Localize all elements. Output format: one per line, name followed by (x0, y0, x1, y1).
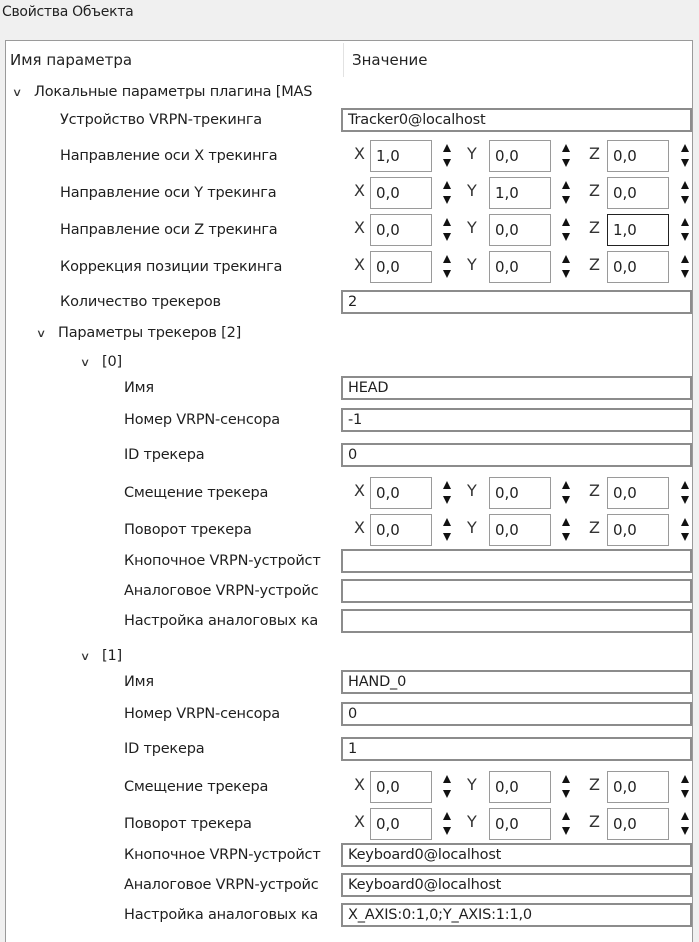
param-label-axis-x (60, 144, 277, 168)
param-label-device (60, 108, 262, 132)
tracker-0-label-id (124, 443, 204, 467)
axis-x-x-spinner[interactable] (443, 142, 453, 170)
tracker-0-label-button-dev-text: Кнопочное VRPN-устройст (124, 553, 321, 569)
tracker-0-row-offset (6, 481, 692, 505)
arrow-up-icon[interactable] (562, 775, 570, 783)
tracker-0-label-name-text: Имя (124, 380, 154, 396)
tracker-0-row-rotation (6, 518, 692, 542)
tracker-0-offset-z-input[interactable]: 0,0 (607, 477, 669, 509)
arrow-down-icon[interactable] (443, 159, 451, 167)
arrow-down-icon[interactable] (681, 533, 689, 541)
tracker-1-value-name[interactable]: HAND_0 (341, 670, 692, 694)
tracker-0-offset-x-spinner[interactable] (443, 479, 453, 507)
column-header-value[interactable]: Значение (352, 51, 428, 69)
tracker-0-row-sensor (6, 408, 692, 432)
tracker-1-label-id-text: ID трекера (124, 741, 205, 757)
axis-label-y: Y (467, 181, 477, 200)
tracker-0-label-id-text: ID трекера (124, 447, 205, 463)
tracker-0-label-sensor (124, 408, 280, 432)
chevron-down-icon[interactable]: ∨ (35, 327, 47, 340)
tracker-1-offset-y-spinner[interactable] (562, 773, 572, 801)
axis-z-y-input[interactable]: 0,0 (489, 214, 551, 246)
arrow-up-icon[interactable] (443, 518, 451, 526)
pos-corr-z-input[interactable]: 0,0 (607, 251, 669, 283)
arrow-up-icon[interactable] (681, 255, 689, 263)
axis-label-z: Z (589, 518, 600, 537)
tracker-0-value-sensor[interactable]: -1 (341, 408, 692, 432)
tracker-0-label-analog-dev (124, 579, 341, 603)
arrow-down-icon[interactable] (562, 790, 570, 798)
chevron-down-icon[interactable]: ∨ (79, 356, 91, 369)
tracker-0-label-name (124, 376, 154, 400)
axis-z-y-spinner[interactable] (562, 216, 572, 244)
tracker-1-label-offset-text: Смещение трекера (124, 779, 269, 795)
axis-y-x-input[interactable]: 0,0 (370, 177, 432, 209)
axis-x-z-spinner[interactable] (681, 142, 691, 170)
param-row-axis-y (6, 181, 692, 205)
arrow-up-icon[interactable] (681, 218, 689, 226)
arrow-up-icon[interactable] (681, 181, 689, 189)
arrow-up-icon[interactable] (562, 481, 570, 489)
pos-corr-z-spinner[interactable] (681, 253, 691, 281)
param-label-axis-z (60, 218, 277, 242)
axis-x-y-spinner[interactable] (562, 142, 572, 170)
axis-label-z: Z (589, 481, 600, 500)
axis-z-x-input[interactable]: 0,0 (370, 214, 432, 246)
tracker-1-value-analog-dev[interactable]: Keyboard0@localhost (341, 873, 692, 897)
chevron-down-icon[interactable]: ∨ (11, 86, 23, 99)
tracker-0-rotation-z-input[interactable]: 0,0 (607, 514, 669, 546)
tracker-0-label-rotation (124, 518, 252, 542)
tracker-0-index-label[interactable] (79, 350, 122, 375)
pos-corr-y-spinner[interactable] (562, 253, 572, 281)
param-label-axis-z-text: Направление оси Z трекинга (60, 222, 278, 238)
axis-label-x: X (354, 481, 365, 500)
arrow-up-icon[interactable] (681, 481, 689, 489)
arrow-up-icon[interactable] (681, 775, 689, 783)
axis-y-x-spinner[interactable] (443, 179, 453, 207)
pos-corr-x-spinner[interactable] (443, 253, 453, 281)
axis-label-x: X (354, 218, 365, 237)
tracker-1-row-rotation (6, 812, 692, 836)
tracker-1-label-name (124, 670, 154, 694)
tracker-1-rotation-z-input[interactable]: 0,0 (607, 808, 669, 840)
tracker-0-label-offset-text: Смещение трекера (124, 485, 269, 501)
tracker-0-label-sensor-text: Номер VRPN-сенсора (124, 412, 280, 428)
tracker-0-rotation-z-spinner[interactable] (681, 516, 691, 544)
arrow-down-icon[interactable] (681, 233, 689, 241)
axis-label-z: Z (589, 218, 600, 237)
pos-corr-x-input[interactable]: 0,0 (370, 251, 432, 283)
tracker-1-rotation-z-spinner[interactable] (681, 810, 691, 838)
arrow-down-icon[interactable] (443, 233, 451, 241)
tracker-1-row-analog-cfg (6, 903, 692, 927)
param-label-pos-corr (60, 255, 282, 279)
axis-label-y: Y (467, 481, 477, 500)
tracker-1-row-sensor (6, 702, 692, 726)
tracker-0-row-name (6, 376, 692, 400)
column-header-name[interactable]: Имя параметра (10, 51, 133, 69)
axis-y-z-spinner[interactable] (681, 179, 691, 207)
tracker-0-rotation-y-input[interactable]: 0,0 (489, 514, 551, 546)
tracker-1-value-id[interactable]: 1 (341, 737, 692, 761)
tracker-0-row-analog-dev (6, 579, 692, 603)
axis-x-y-input[interactable]: 0,0 (489, 140, 551, 172)
trackers-label[interactable] (35, 321, 242, 346)
tree-root-label-text: Локальные параметры плагина [MAS (34, 84, 313, 100)
tracker-1-row-analog-dev (6, 873, 692, 897)
param-row-device (6, 108, 692, 132)
tracker-1-offset-y-input[interactable]: 0,0 (489, 771, 551, 803)
arrow-up-icon[interactable] (681, 518, 689, 526)
arrow-up-icon[interactable] (443, 775, 451, 783)
arrow-up-icon[interactable] (562, 218, 570, 226)
arrow-up-icon[interactable] (443, 144, 451, 152)
tracker-1-value-sensor[interactable]: 0 (341, 702, 692, 726)
window-title: Свойства Объекта (2, 4, 134, 20)
tracker-1-label-analog-cfg-text: Настройка аналоговых ка (124, 907, 319, 923)
axis-label-x: X (354, 812, 365, 831)
tracker-1-rotation-x-spinner[interactable] (443, 810, 453, 838)
param-label-axis-y-text: Направление оси Y трекинга (60, 185, 277, 201)
param-value-device[interactable]: Tracker0@localhost (341, 108, 692, 132)
tracker-1-label-sensor (124, 702, 280, 726)
tracker-0-label-button-dev (124, 549, 341, 573)
axis-label-x: X (354, 181, 365, 200)
tracker-1-offset-z-input[interactable]: 0,0 (607, 771, 669, 803)
tracker-0-value-id[interactable]: 0 (341, 443, 692, 467)
axis-label-x: X (354, 775, 365, 794)
tracker-0-row-id (6, 443, 692, 467)
axis-x-z-input[interactable]: 0,0 (607, 140, 669, 172)
tracker-0-offset-z-spinner[interactable] (681, 479, 691, 507)
param-row-count (6, 290, 692, 314)
tracker-1-index-label-text: [1] (102, 648, 122, 664)
axis-label-x: X (354, 144, 365, 163)
tracker-0-rotation-x-input[interactable]: 0,0 (370, 514, 432, 546)
arrow-down-icon[interactable] (681, 790, 689, 798)
axis-label-y: Y (467, 518, 477, 537)
param-label-pos-corr-text: Коррекция позиции трекинга (60, 259, 283, 275)
properties-panel (5, 40, 693, 942)
tracker-1-label-analog-cfg (124, 903, 341, 927)
tracker-0-offset-x-input[interactable]: 0,0 (370, 477, 432, 509)
axis-label-z: Z (589, 812, 600, 831)
arrow-down-icon[interactable] (443, 790, 451, 798)
axis-label-y: Y (467, 812, 477, 831)
axis-y-y-input[interactable]: 1,0 (489, 177, 551, 209)
tree-node-trackers (6, 321, 692, 345)
axis-label-z: Z (589, 144, 600, 163)
arrow-down-icon[interactable] (443, 196, 451, 204)
tracker-0-label-analog-cfg (124, 609, 341, 633)
arrow-down-icon[interactable] (562, 159, 570, 167)
param-label-count (60, 290, 221, 314)
arrow-down-icon[interactable] (562, 533, 570, 541)
arrow-down-icon[interactable] (681, 827, 689, 835)
arrow-up-icon[interactable] (562, 181, 570, 189)
axis-z-z-input[interactable]: 1,0 (607, 214, 669, 246)
arrow-down-icon[interactable] (681, 159, 689, 167)
axis-label-z: Z (589, 255, 600, 274)
tracker-1-label-rotation-text: Поворот трекера (124, 816, 252, 832)
param-label-axis-x-text: Направление оси X трекинга (60, 148, 278, 164)
tracker-0-label-rotation-text: Поворот трекера (124, 522, 252, 538)
axis-label-x: X (354, 255, 365, 274)
chevron-down-icon[interactable]: ∨ (79, 650, 91, 663)
arrow-up-icon[interactable] (443, 255, 451, 263)
tracker-1-offset-z-spinner[interactable] (681, 773, 691, 801)
panel-right-edge (693, 40, 699, 942)
axis-label-x: X (354, 518, 365, 537)
param-row-axis-x (6, 144, 692, 168)
tracker-1-value-analog-cfg[interactable]: X_AXIS:0:1,0;Y_AXIS:1:1,0 (341, 903, 692, 927)
tracker-0-label-analog-cfg-text: Настройка аналоговых ка (124, 613, 319, 629)
arrow-up-icon[interactable] (443, 218, 451, 226)
tracker-0-row-button-dev (6, 549, 692, 573)
tracker-1-label-button-dev-text: Кнопочное VRPN-устройст (124, 847, 321, 863)
arrow-down-icon[interactable] (562, 233, 570, 241)
tracker-1-value-button-dev[interactable]: Keyboard0@localhost (341, 843, 692, 867)
tracker-1-offset-x-input[interactable]: 0,0 (370, 771, 432, 803)
tracker-1-label-offset (124, 775, 268, 799)
param-row-pos-corr (6, 255, 692, 279)
arrow-down-icon[interactable] (681, 270, 689, 278)
axis-z-x-spinner[interactable] (443, 216, 453, 244)
arrow-down-icon[interactable] (443, 533, 451, 541)
arrow-up-icon[interactable] (681, 144, 689, 152)
param-label-axis-y (60, 181, 276, 205)
tracker-1-rotation-y-spinner[interactable] (562, 810, 572, 838)
arrow-up-icon[interactable] (562, 144, 570, 152)
tracker-1-label-id (124, 737, 204, 761)
tracker-0-label-offset (124, 481, 268, 505)
tracker-1-index-label[interactable] (79, 644, 122, 669)
arrow-up-icon[interactable] (562, 518, 570, 526)
tracker-1-offset-x-spinner[interactable] (443, 773, 453, 801)
column-divider[interactable] (343, 43, 344, 77)
tracker-1-label-analog-dev-text: Аналоговое VRPN-устройс (124, 877, 319, 893)
tree-root-label[interactable] (11, 80, 313, 105)
tracker-1-label-button-dev (124, 843, 341, 867)
arrow-down-icon[interactable] (562, 270, 570, 278)
axis-label-z: Z (589, 181, 600, 200)
tracker-0-offset-y-spinner[interactable] (562, 479, 572, 507)
tracker-1-node (6, 644, 692, 668)
tracker-1-label-rotation (124, 812, 252, 836)
pos-corr-y-input[interactable]: 0,0 (489, 251, 551, 283)
arrow-down-icon[interactable] (443, 270, 451, 278)
arrow-up-icon[interactable] (562, 255, 570, 263)
tracker-0-index-label-text: [0] (102, 354, 122, 370)
arrow-down-icon[interactable] (443, 496, 451, 504)
axis-label-y: Y (467, 255, 477, 274)
tracker-0-value-button-dev[interactable] (341, 549, 692, 573)
arrow-up-icon[interactable] (443, 481, 451, 489)
arrow-up-icon[interactable] (443, 812, 451, 820)
tree-node-root (6, 80, 692, 104)
param-row-axis-z (6, 218, 692, 242)
tracker-0-label-analog-dev-text: Аналоговое VRPN-устройс (124, 583, 319, 599)
tracker-0-offset-y-input[interactable]: 0,0 (489, 477, 551, 509)
param-value-count[interactable]: 2 (341, 290, 692, 314)
tracker-0-rotation-y-spinner[interactable] (562, 516, 572, 544)
tracker-1-label-name-text: Имя (124, 674, 154, 690)
tracker-1-rotation-x-input[interactable]: 0,0 (370, 808, 432, 840)
tracker-1-row-name (6, 670, 692, 694)
tracker-1-label-sensor-text: Номер VRPN-сенсора (124, 706, 280, 722)
axis-z-z-spinner[interactable] (681, 216, 691, 244)
param-label-device-text: Устройство VRPN-трекинга (60, 112, 262, 128)
tracker-1-label-analog-dev (124, 873, 341, 897)
arrow-up-icon[interactable] (681, 812, 689, 820)
arrow-down-icon[interactable] (681, 496, 689, 504)
tracker-0-value-name[interactable]: HEAD (341, 376, 692, 400)
axis-label-y: Y (467, 144, 477, 163)
arrow-up-icon[interactable] (443, 181, 451, 189)
tracker-0-value-analog-cfg[interactable] (341, 609, 692, 633)
tracker-0-row-analog-cfg (6, 609, 692, 633)
axis-label-y: Y (467, 218, 477, 237)
tracker-1-row-offset (6, 775, 692, 799)
arrow-up-icon[interactable] (562, 812, 570, 820)
axis-label-z: Z (589, 775, 600, 794)
trackers-label-text: Параметры трекеров [2] (58, 325, 242, 341)
tracker-1-rotation-y-input[interactable]: 0,0 (489, 808, 551, 840)
axis-label-y: Y (467, 775, 477, 794)
tracker-0-node (6, 350, 692, 374)
arrow-down-icon[interactable] (443, 827, 451, 835)
axis-y-z-input[interactable]: 0,0 (607, 177, 669, 209)
tracker-1-row-button-dev (6, 843, 692, 867)
arrow-down-icon[interactable] (562, 196, 570, 204)
tracker-0-rotation-x-spinner[interactable] (443, 516, 453, 544)
arrow-down-icon[interactable] (562, 827, 570, 835)
tracker-0-value-analog-dev[interactable] (341, 579, 692, 603)
arrow-down-icon[interactable] (681, 196, 689, 204)
tracker-1-row-id (6, 737, 692, 761)
arrow-down-icon[interactable] (562, 496, 570, 504)
axis-y-y-spinner[interactable] (562, 179, 572, 207)
axis-x-x-input[interactable]: 1,0 (370, 140, 432, 172)
param-label-count-text: Количество трекеров (60, 294, 221, 310)
